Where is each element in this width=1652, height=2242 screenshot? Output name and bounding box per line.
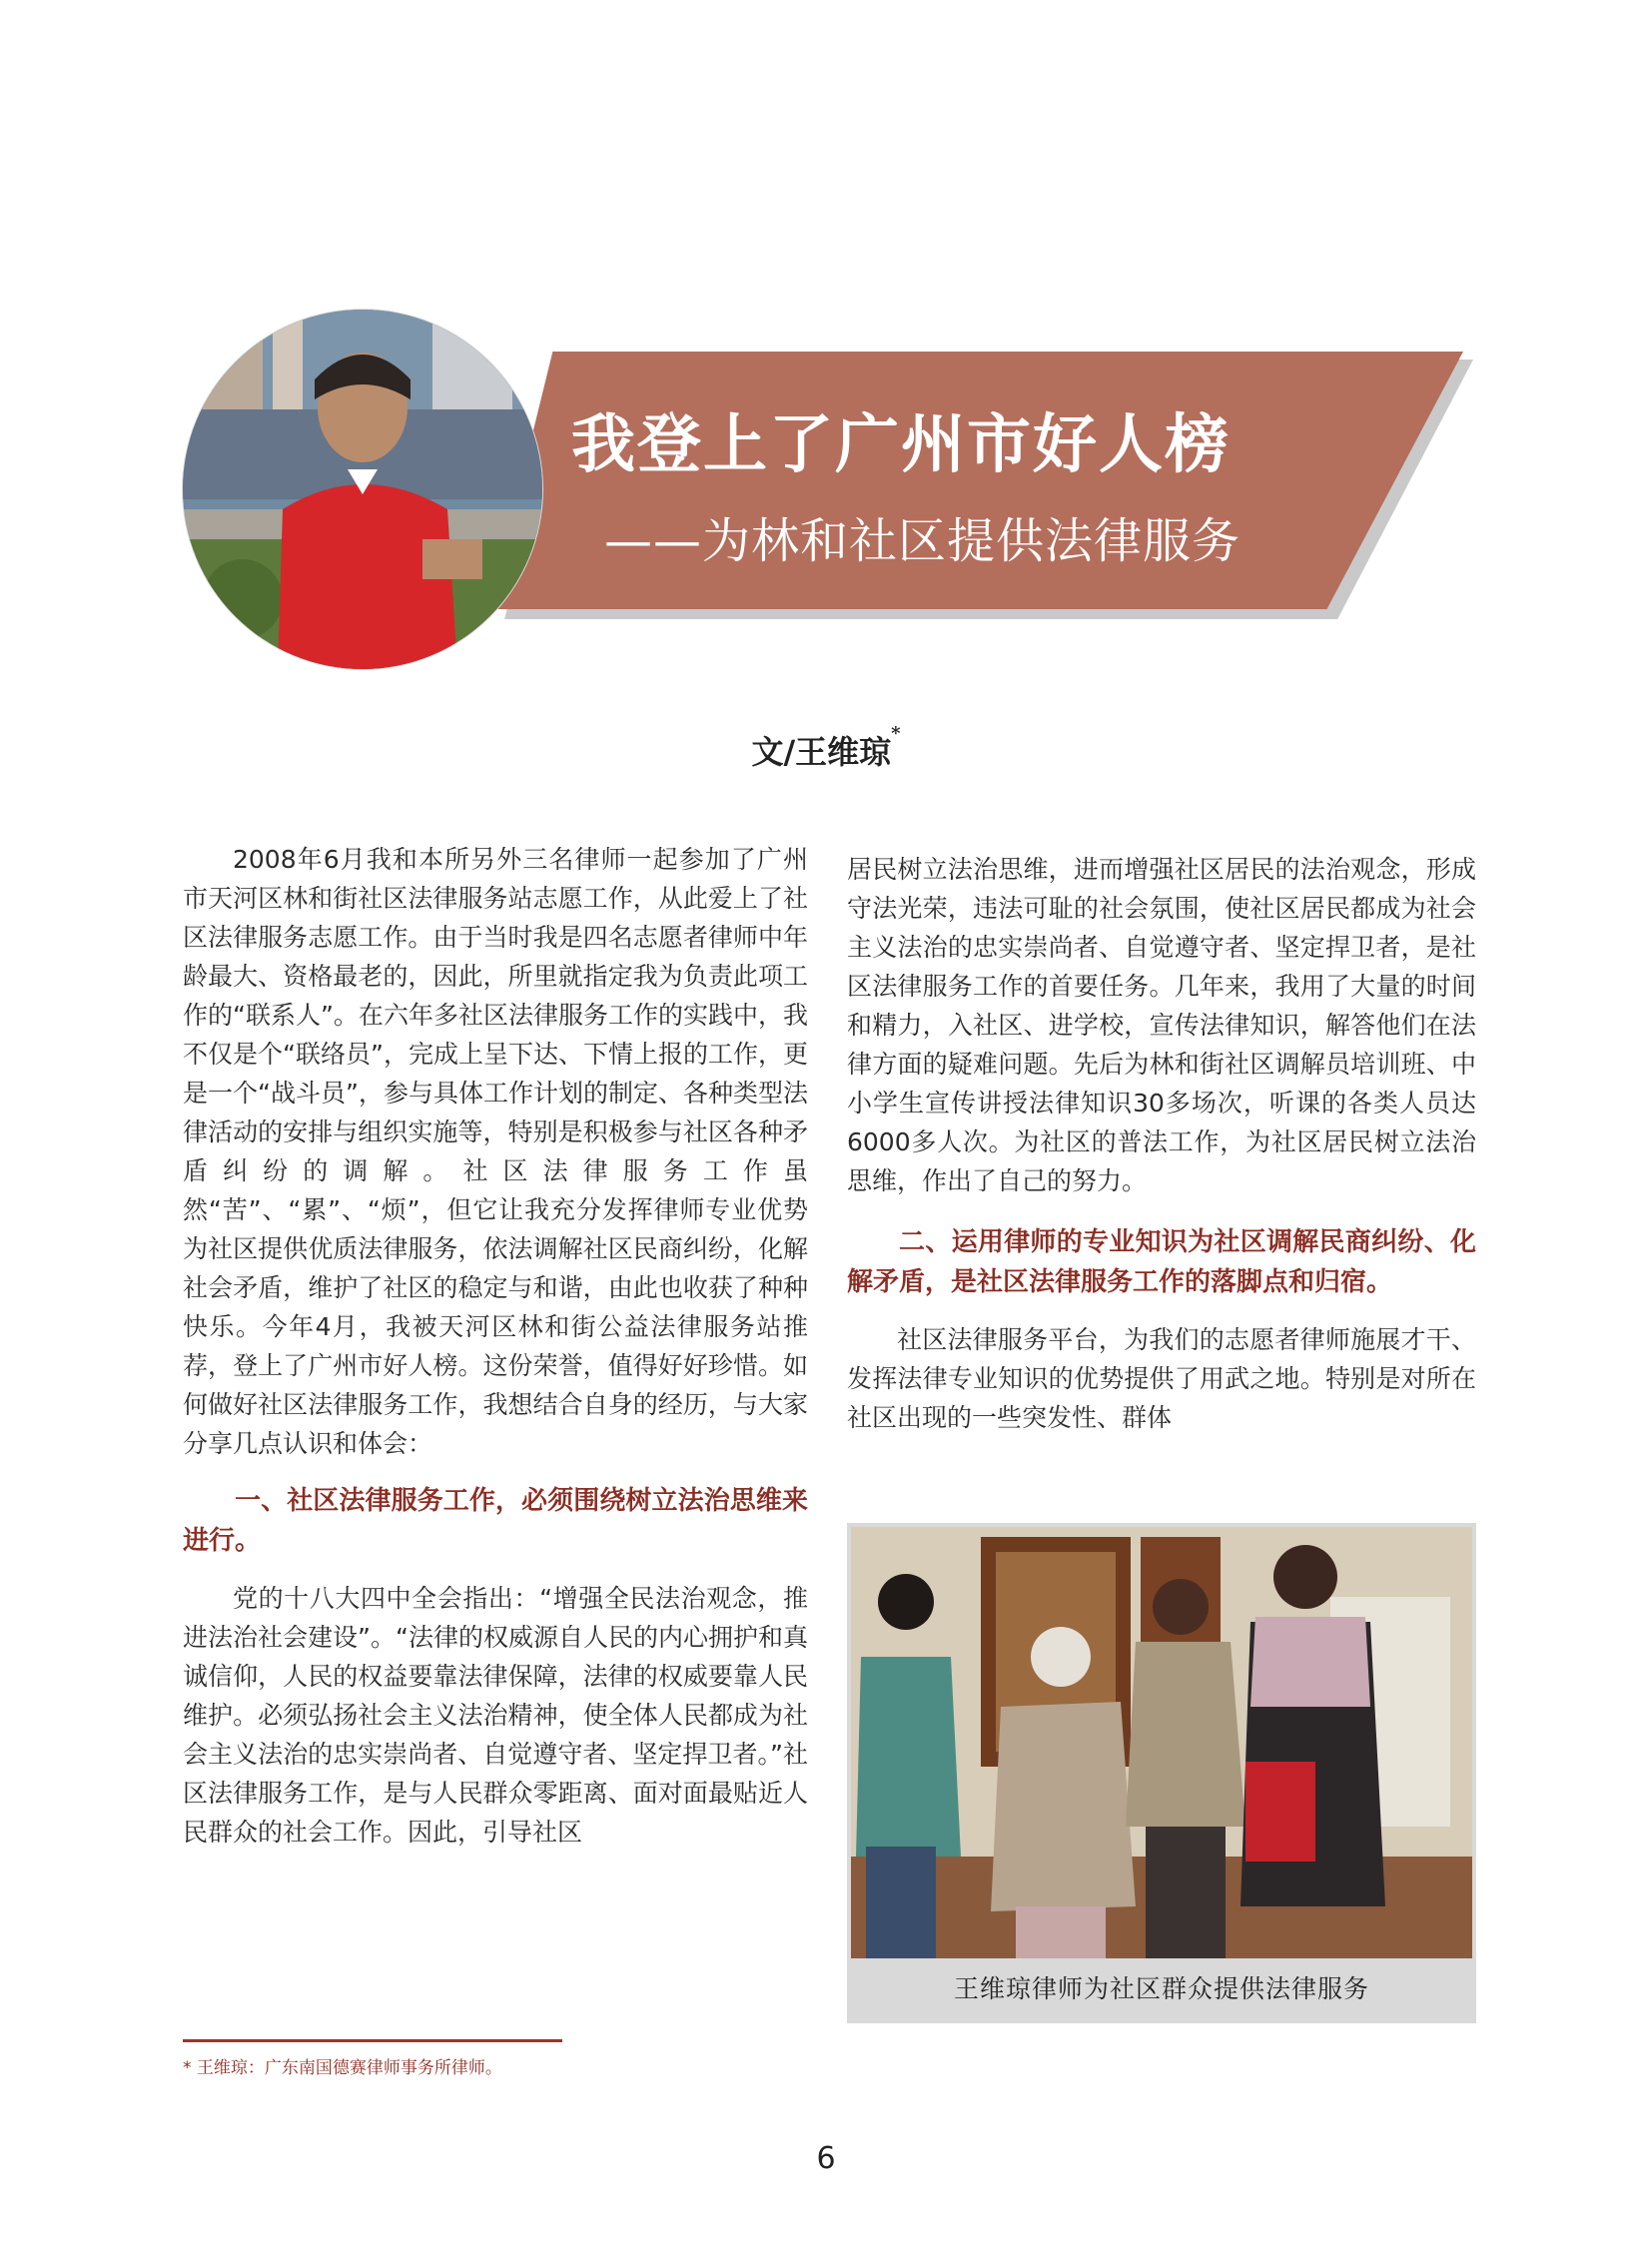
author-name: 文/王维琼 <box>751 733 892 771</box>
section-heading: 一、社区法律服务工作，必须围绕树立法治思维来进行。 <box>183 1486 808 1556</box>
byline-footnote-mark: * <box>891 723 901 744</box>
photo-caption: 王维琼律师为社区群众提供法律服务 <box>953 1974 1369 2003</box>
body-paragraph: 居民树立法治思维，进而增强社区居民的法治观念，形成守法光荣，违法可耻的社会氛围，使社区居民都成为社会主义法治的忠实崇尚者、自觉遵守者、坚定捍卫者，是社区法律服务工作的首要任务。几年来，我用了大量的时间和精力，入社区、进学校，宣传法律知识，解答他们在法律方面的疑难问题。先后为林和街社区调解员培训班、中小学生宣传讲授法律知识30多场次，听课的各类人员达6000多人次。为社区的普法工作，为社区居民树立法治思维，作出了自己的努力。 <box>847 855 1476 1195</box>
footnote: * 王维琼：广东南国德赛律师事务所律师。 <box>183 2058 502 2078</box>
byline <box>0 723 1652 773</box>
article-subtitle: ——为林和社区提供法律服务 <box>604 513 1241 569</box>
author-portrait <box>183 310 542 669</box>
section-heading: 二、运用律师的专业知识为社区调解民商纠纷、化解矛盾，是社区法律服务工作的落脚点和归宿。 <box>847 1227 1476 1297</box>
left-column <box>183 840 808 1852</box>
community-service-photo <box>851 1527 1472 1958</box>
body-paragraph: 社区法律服务平台，为我们的志愿者律师施展才干、发挥法律专业知识的优势提供了用武之地。特别是对所在社区出现的一些突发性、群体 <box>847 1325 1476 1432</box>
body-paragraph: 2008年6月我和本所另外三名律师一起参加了广州市天河区林和街社区法律服务站志愿工作，从此爱上了社区法律服务志愿工作。由于当时我是四名志愿者律师中年龄最大、资格最老的，因此，所里就指定我为负责此项工作的“联系人”。在六年多社区法律服务工作的实践中，我不仅是个“联络员”，完成上呈下达、下情上报的工作，更是一个“战斗员”，参与具体工作计划的制定、各种类型法律活动的安排与组织实施等，特别是积极参与社区各种矛盾纠纷的调解。社区法律服务工作虽然“苦”、“累”、“烦”，但它让我充分发挥律师专业优势为社区提供优质法律服务，依法调解社区民商纠纷，化解社会矛盾，维护了社区的稳定与和谐，由此也收获了种种快乐。今年4月，我被天河区林和街公益法律服务站推荐，登上了广州市好人榜。这份荣誉，值得好好珍惜。如何做好社区法律服务工作，我想结合自身的经历，与大家分享几点认识和体会： <box>183 845 808 1458</box>
article-title: 我登上了广州市好人榜 <box>571 407 1231 482</box>
footnote-divider <box>183 2039 562 2042</box>
right-column <box>847 850 1476 1437</box>
body-paragraph: 党的十八大四中全会指出：“增强全民法治观念，推进法治社会建设”。“法律的权威源自人民的内心拥护和真诚信仰，人民的权益要靠法律保障，法律的权威要靠人民维护。必须弘扬社会主义法治精神，使全体人民都成为社会主义法治的忠实崇尚者、自觉遵守者、坚定捍卫者。”社区法律服务工作，是与人民群众零距离、面对面最贴近人民群众的社会工作。因此，引导社区 <box>183 1584 808 1847</box>
page-number: 6 <box>816 2141 836 2176</box>
